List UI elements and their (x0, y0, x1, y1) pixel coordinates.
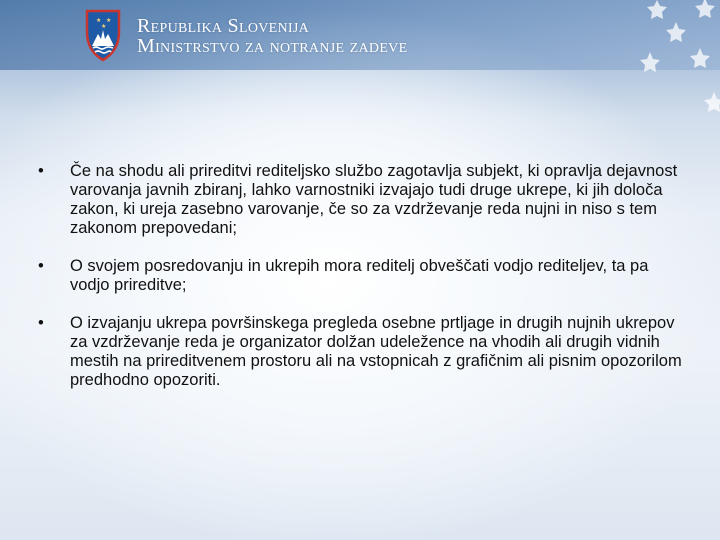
bullet-text: O izvajanju ukrepa površinskega pregleda osebne prtljage in drugih nujnih ukrepov za vzdrževanje reda je organizator dolžan udeležence na vhodih ali drugih vidnih mestih na prireditvenem prostoru ali na vstopnicah z grafičnim ali pisnim opozorilom predhodno opozoriti. (70, 314, 682, 389)
ministry-header (137, 16, 407, 56)
bullet-text: O svojem posredovanju in ukrepih mora reditelj obveščati vodjo rediteljev, ta pa vodjo prireditve; (70, 257, 649, 294)
bullet-item-3 (38, 314, 688, 390)
eu-stars-icon (610, 0, 720, 150)
bullet-marker: • (38, 314, 44, 332)
header-line-1: Republika Slovenija (137, 15, 310, 37)
svg-text:★: ★ (106, 17, 112, 24)
svg-text:★: ★ (101, 23, 107, 30)
bullet-item-1 (38, 162, 688, 238)
bullet-item-2 (38, 257, 688, 295)
bullet-marker: • (38, 257, 44, 275)
bullet-text: Če na shodu ali prireditvi rediteljsko službo zagotavlja subjekt, ki opravlja dejavnost varovanja javnih zbiranj, lahko varnostniki izvajajo tudi druge ukrepe, ki jih določa zakon, ki ureja zasebno varovanje, če so za vzdrževanje reda nujni in niso s tem zakonom prepovedani; (70, 162, 678, 237)
bullet-marker: • (38, 162, 44, 180)
svg-text:★: ★ (96, 17, 102, 24)
coat-of-arms-icon (84, 8, 122, 62)
bullet-list (38, 162, 688, 390)
header-line-2: Ministrstvo za notranje zadeve (137, 35, 408, 57)
